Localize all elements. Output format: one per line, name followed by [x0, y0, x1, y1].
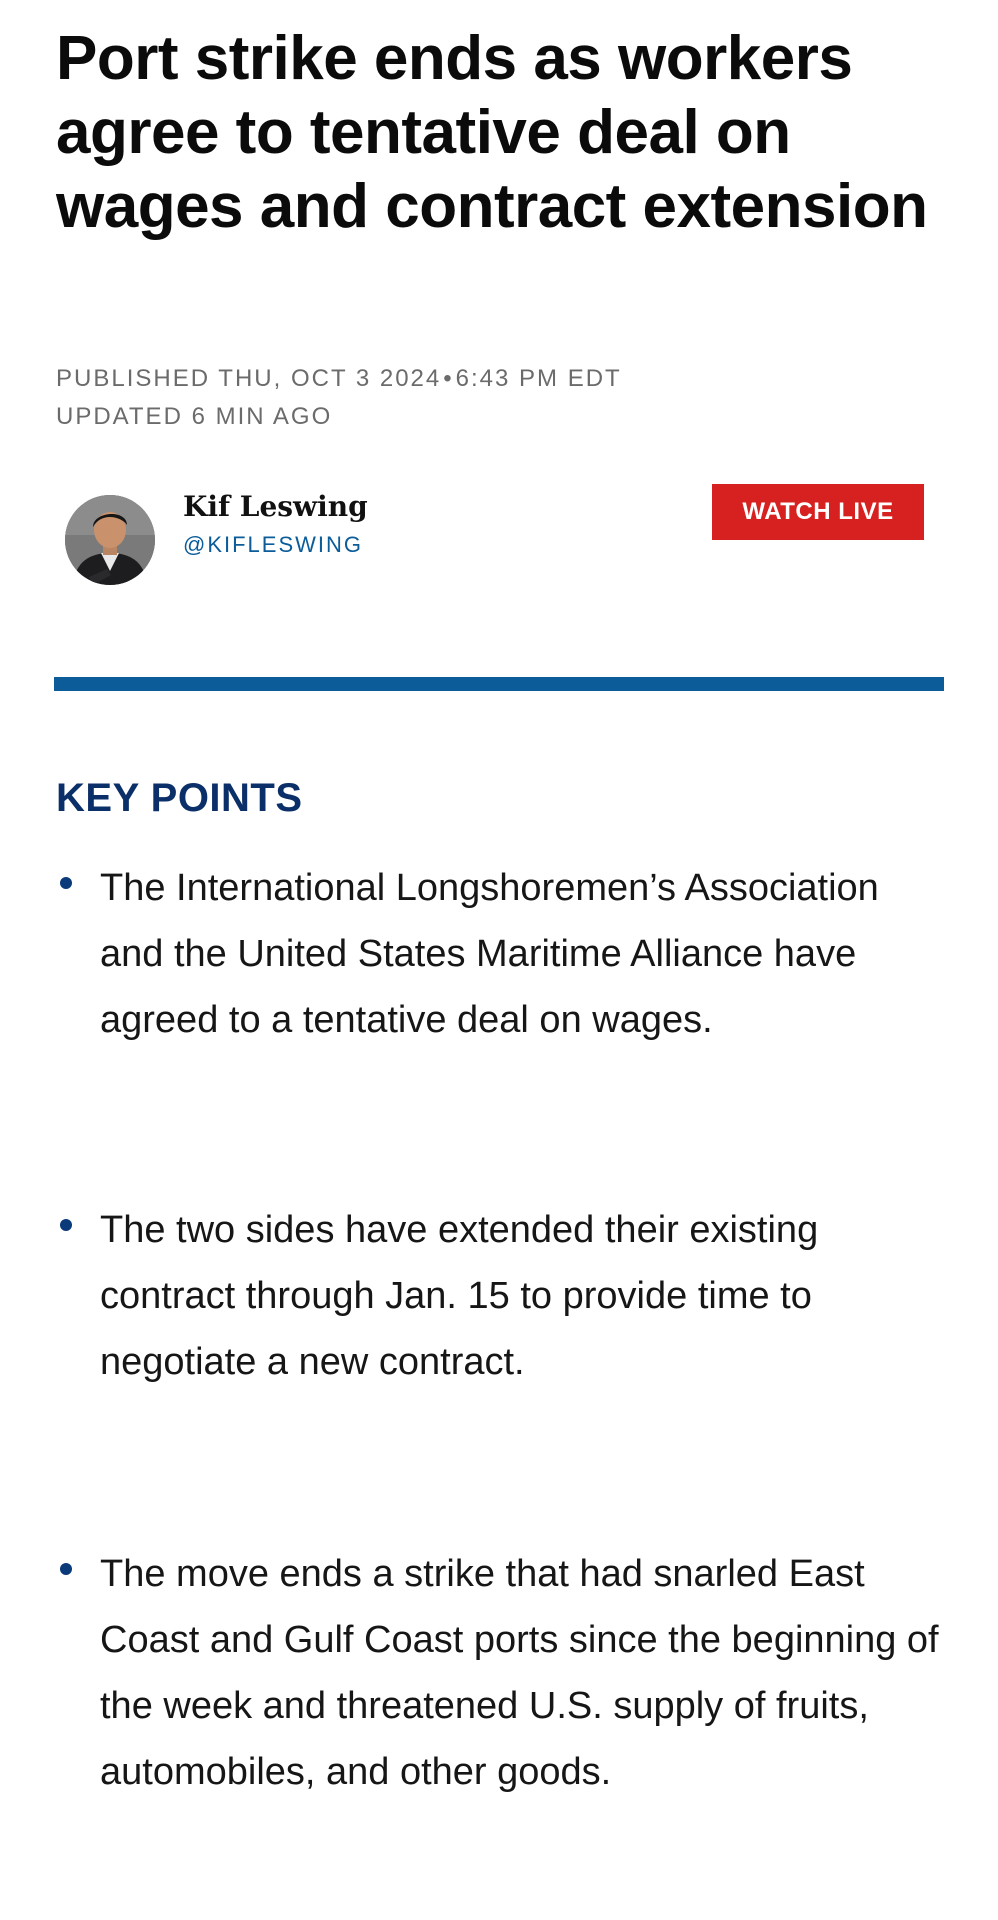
- author-avatar[interactable]: [65, 495, 155, 585]
- author-handle[interactable]: @KIFLESWING: [183, 532, 364, 557]
- article-headline: Port strike ends as workers agree to tentative deal on wages and contract extension: [56, 24, 928, 241]
- bullet-dot-icon: [60, 877, 72, 889]
- published-time: 6:43 PM EDT: [455, 365, 622, 392]
- updated-timestamp: UPDATED 6 MIN AGO: [56, 403, 333, 430]
- key-point-item: [100, 1541, 940, 1805]
- bullet-dot-icon: [60, 1219, 72, 1231]
- key-point-text: The two sides have extended their existing contract through Jan. 15 to provide time to negotiate a new contract.: [100, 1209, 819, 1383]
- key-point-item: [100, 1197, 940, 1395]
- author-photo-icon: [65, 495, 155, 585]
- published-date: PUBLISHED THU, OCT 3 2024: [56, 365, 442, 392]
- section-divider: [54, 677, 944, 691]
- key-point-text: The International Longshoremen’s Association and the United States Maritime Alliance have agreed to a tentative deal on wages.: [100, 867, 879, 1041]
- key-point-item: [100, 855, 940, 1053]
- author-name[interactable]: Kif Leswing: [183, 490, 368, 523]
- key-point-text: The move ends a strike that had snarled East Coast and Gulf Coast ports since the beginning of the week and threatened U.S. supply of fruits, automobiles, and other goods.: [100, 1553, 939, 1793]
- key-points-heading: KEY POINTS: [56, 776, 303, 820]
- watch-live-button[interactable]: WATCH LIVE: [712, 484, 924, 540]
- published-timestamp: [56, 364, 622, 394]
- meta-separator: •: [443, 365, 454, 392]
- bullet-dot-icon: [60, 1563, 72, 1575]
